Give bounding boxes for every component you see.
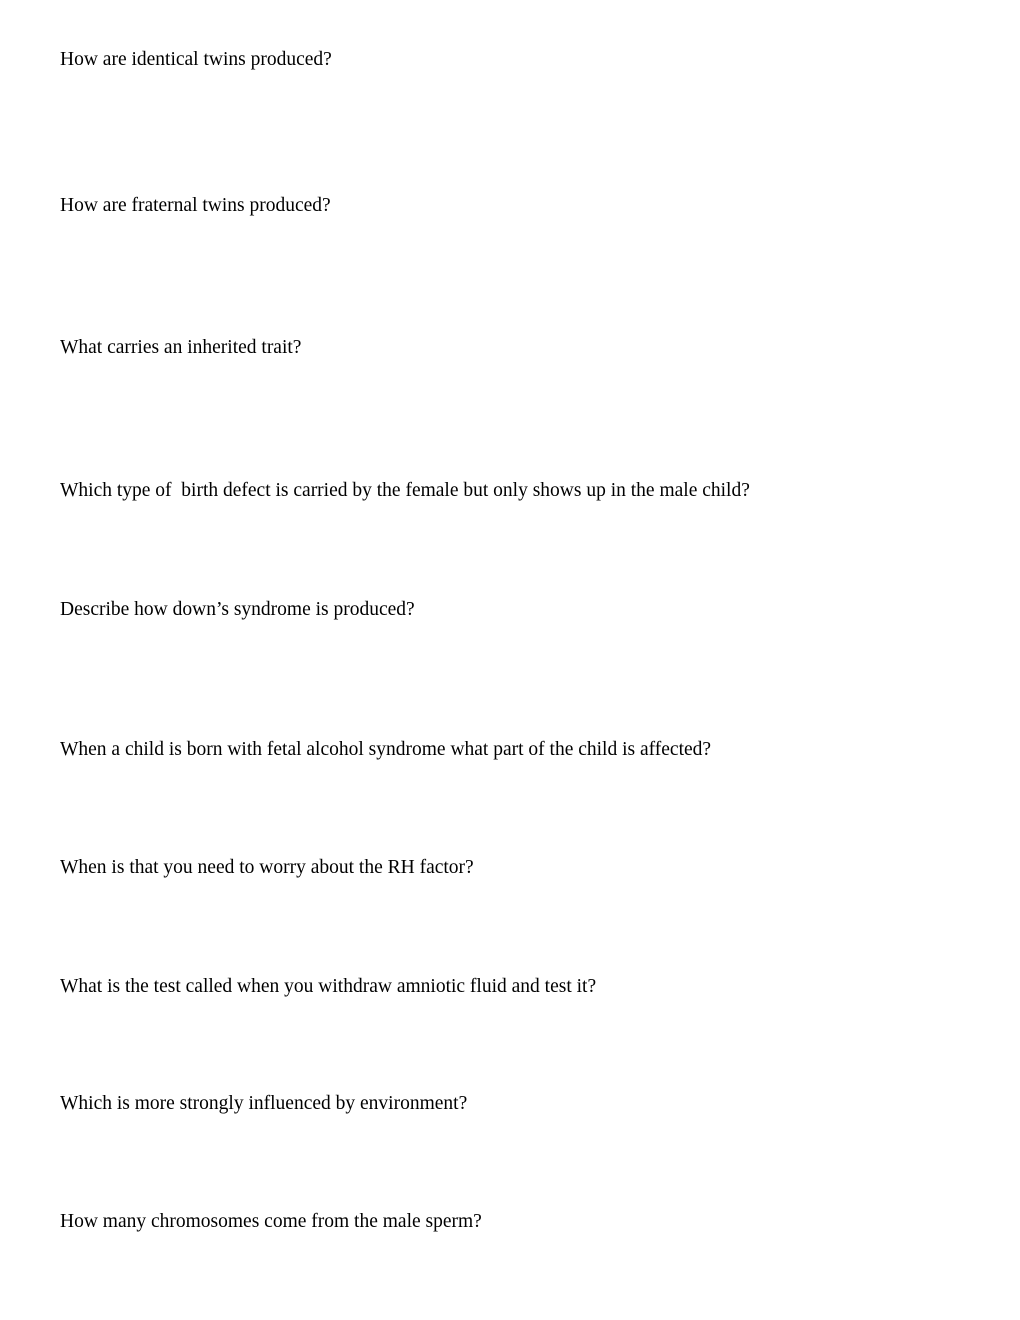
question-item: What is the test called when you withdraw amniotic fluid and test it? bbox=[60, 975, 597, 997]
question-item: How are identical twins produced? bbox=[60, 49, 332, 70]
question-item: Which is more strongly influenced by environment? bbox=[60, 1093, 468, 1114]
question-item: When a child is born with fetal alcohol syndrome what part of the child is affected? bbox=[60, 738, 712, 760]
question-item: Which type of birth defect is carried by the female but only shows up in the male child? bbox=[60, 480, 750, 502]
question-item: Describe how down’s syndrome is produced? bbox=[60, 598, 415, 620]
question-list bbox=[60, 48, 960, 1235]
question-item: How many chromosomes come from the male sperm? bbox=[60, 1211, 482, 1233]
question-item: When is that you need to worry about the RH factor? bbox=[60, 857, 474, 879]
question-item: What carries an inherited trait? bbox=[60, 336, 302, 358]
question-item: How are fraternal twins produced? bbox=[60, 195, 331, 217]
